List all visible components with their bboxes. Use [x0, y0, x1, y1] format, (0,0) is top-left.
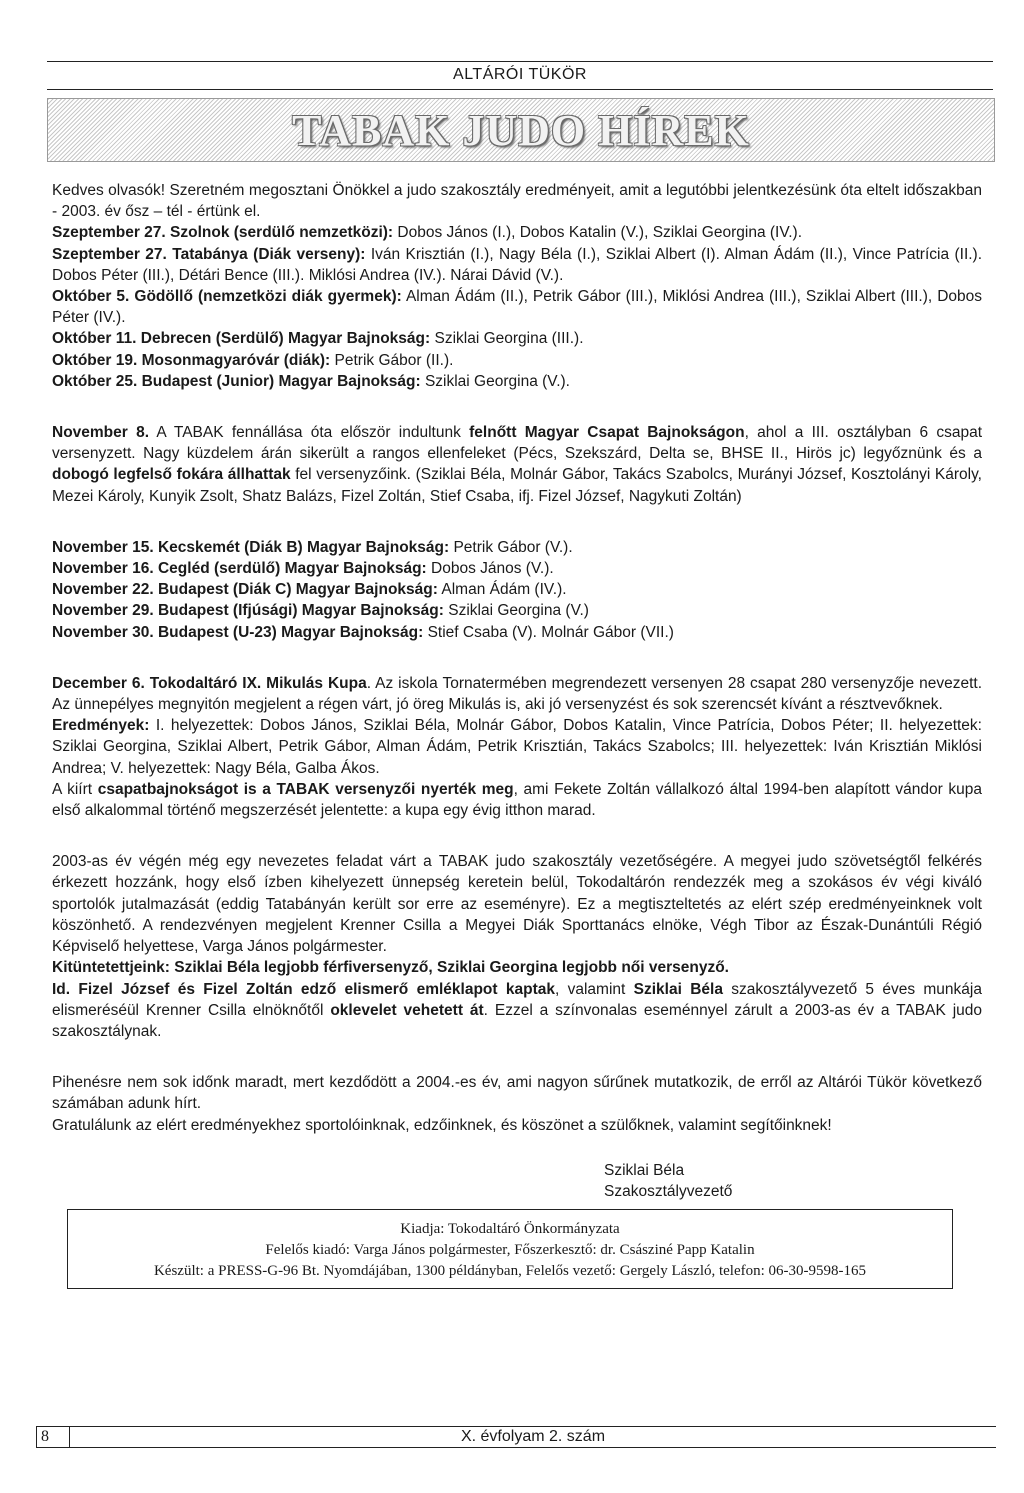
- text-run: , ami Fekete Zoltán vállalkozó által 1994-ben alapított vándor kupa első alkalommal történő megszerzését jelentette: a kupa egy évig itthon marad.: [52, 780, 983, 820]
- result-text: Iván Krisztián (I.), Nagy Béla (I.), Sziklai Albert (I). Alman Ádám (II.), Vince Patrícia (II.). Dobos Péter (III.), Détári Bence (III.). Miklósi Andrea (IV.). Nárai Dávid (V.).: [52, 245, 983, 284]
- result-date: Október 19.: [52, 351, 138, 369]
- result-line: [52, 244, 982, 286]
- result-text: Alman Ádám (II.), Petrik Gábor (III.), Miklósi Andrea (III.), Sziklai Albert (III.), Dobos Péter (IV.).: [52, 288, 982, 327]
- emphasis-run: Kitüntetettjeink: Sziklai Béla legjobb férfiversenyző, Sziklai Georgina legjobb női versenyző.: [52, 959, 729, 977]
- result-line: [52, 579, 982, 600]
- result-text: Dobos János (V.).: [431, 560, 554, 578]
- result-line: [52, 286, 982, 328]
- result-line: [52, 622, 982, 643]
- result-event: Szolnok (serdülő nemzetközi):: [170, 224, 394, 242]
- publication-header: ALTÁRÓI TÜKÖR: [47, 61, 993, 90]
- result-text: Alman Ádám (IV.).: [441, 581, 567, 599]
- banner-title: TABAK JUDO HÍREK: [292, 105, 750, 155]
- closing-paragraph: Pihenésre nem sok időnk maradt, mert kezdődött a 2004.-es év, ami nagyon sűrűnek mutatkozik, de erről az Altárói Tükör következő számában adunk hírt.: [52, 1074, 982, 1113]
- text-run: A TABAK fennállása óta először indultunk: [156, 424, 461, 442]
- result-line: [52, 350, 982, 371]
- result-event: Cegléd (serdülő) Magyar Bajnokság:: [157, 560, 427, 578]
- result-date: November 15.: [52, 538, 154, 556]
- result-date: November 30.: [52, 623, 154, 641]
- result-date: Október 5.: [52, 288, 130, 306]
- result-date: November 16.: [52, 560, 154, 578]
- emphasis-run: Eredmények:: [52, 717, 150, 735]
- text-run: , ahol a III. osztályban 6 csapat versenyzett. Nagy küzdelem árán sikerült a rangos ellenfeleket (Pécs, Szekszárd, Delta se, BHSE II., Hirös jc) legyőznünk és a: [52, 424, 983, 463]
- text-run: , valamint: [554, 980, 626, 998]
- result-text: Sziklai Georgina (V.): [448, 602, 589, 620]
- text-run: . Ezzel a színvonalas eseménnyel zárult a 2003-as év a TABAK judo szakosztálynak.: [52, 1001, 982, 1040]
- text-run: I. helyezettek: Dobos János, Sziklai Béla, Molnár Gábor, Dobos Katalin, Vince Patrícia, Dobos Péter; II. helyezettek: Sziklai Georgina, Sziklai Albert, Petrik Gábor, Alman Ádám, Petrik Krisztián, Takács Szabolcs; III. helyezettek: Iván Krisztián Miklósi Andrea; V. helyezettek: Nagy Béla, Galba Ákos.: [52, 717, 982, 777]
- result-text: Dobos János (I.), Dobos Katalin (V.), Sziklai Georgina (IV.).: [397, 224, 803, 242]
- result-event: Gödöllő (nemzetközi diák gyermek):: [134, 288, 402, 306]
- result-date: Szeptember 27.: [52, 245, 167, 263]
- result-text: Petrik Gábor (II.).: [334, 351, 454, 369]
- emphasis-run: December 6. Tokodaltáró IX. Mikulás Kupa: [52, 674, 367, 692]
- emphasis-run: felnőtt Magyar Csapat Bajnokságon: [469, 424, 745, 442]
- text-run: A kiírt: [52, 780, 93, 798]
- awards-line: [52, 957, 982, 978]
- result-date: Szeptember 27.: [52, 224, 166, 242]
- result-text: Stief Csaba (V). Molnár Gábor (VII.): [427, 623, 674, 641]
- article-body: [52, 180, 982, 1202]
- result-date: November 8.: [52, 424, 149, 442]
- page-number: 8: [36, 1426, 70, 1448]
- emphasis-run: Sziklai Béla: [633, 980, 723, 998]
- imprint-box: [67, 1209, 953, 1289]
- emphasis-run: csapatbajnokságot is a TABAK versenyzői nyerték meg: [97, 780, 514, 798]
- result-text: Sziklai Georgina (III.).: [434, 330, 584, 348]
- intro-paragraph: Kedves olvasók! Szeretném megosztani Önökkel a judo szakosztály eredményeit, amit a legutóbbi jelentkezésünk óta eltelt időszakban - 2003. év ősz – tél - értünk el.: [52, 182, 982, 221]
- emphasis-run: oklevelet vehetett át: [330, 1001, 484, 1019]
- result-line: [52, 600, 982, 621]
- yearend-paragraph: 2003-as év végén még egy nevezetes feladat várt a TABAK judo szakosztály vezetőségére. A megyei judo szövetségtől felkérés érkezett hozzánk, hogy első ízben kihelyezett ünnepség keretein belül, Tokodaltárón rendezzék meg a szokásos év végi kiváló sportolók jutalmazását (eddig Tatabányán került sor erre az eseményre). Ez a megtiszteltetés az elért szép eredményeinknek volt köszönhető. A rendezvényen megjelent Krenner Csilla a Megyei Diák Sporttanács elnöke, Végh Tibor az Észak-Dunántúli Régió Képviselő helyettese, Varga János polgármester.: [52, 853, 982, 956]
- issue-label: X. évfolyam 2. szám: [460, 1428, 606, 1445]
- result-event: Budapest (Junior) Magyar Bajnokság:: [141, 372, 421, 390]
- imprint-editors: Felelős kiadó: Varga János polgármester, Főszerkesztő: dr. Császiné Papp Katalin: [265, 1242, 755, 1258]
- result-event: Debrecen (Serdülő) Magyar Bajnokság:: [140, 330, 431, 348]
- signature-role: Szakosztályvezető: [604, 1182, 733, 1200]
- result-date: Október 11.: [52, 330, 137, 348]
- emphasis-run: Id. Fizel József és Fizel Zoltán edző elismerő emléklapot kaptak: [52, 980, 555, 998]
- result-event: Tatabánya (Diák verseny):: [172, 245, 366, 263]
- footer-rule-bottom: [36, 1447, 996, 1448]
- signature-name: Sziklai Béla: [604, 1161, 685, 1179]
- result-date: Október 25.: [52, 372, 138, 390]
- congrats-line: Gratulálunk az elért eredményekhez sportolóinknak, edzőinknek, és köszönet a szülőknek, valamint segítőinknek!: [52, 1116, 832, 1134]
- honors-paragraph: [52, 979, 982, 1043]
- signature-block: [604, 1160, 982, 1202]
- december-paragraph: [52, 673, 982, 715]
- november-8-paragraph: [52, 422, 982, 507]
- result-event: Budapest (Ifjúsági) Magyar Bajnokság:: [157, 602, 444, 620]
- imprint-printer: Készült: a PRESS-G-96 Bt. Nyomdájában, 1300 példányban, Felelős vezető: Gergely László, telefon: 06-30-9598-165: [153, 1263, 867, 1279]
- result-event: Budapest (Diák C) Magyar Bajnokság:: [157, 581, 438, 599]
- result-event: Kecskemét (Diák B) Magyar Bajnokság:: [157, 538, 450, 556]
- result-text: Sziklai Georgina (V.).: [424, 372, 570, 390]
- result-line: [52, 558, 982, 579]
- result-line: [52, 537, 982, 558]
- emphasis-run: dobogó legfelső fokára állhattak: [52, 466, 291, 484]
- result-date: November 22.: [52, 581, 154, 599]
- december-results: [52, 715, 982, 779]
- result-line: [52, 371, 982, 392]
- imprint-publisher: Kiadja: Tokodaltáró Önkormányzata: [400, 1221, 620, 1237]
- december-cup: [52, 779, 982, 821]
- text-run: szakosztályvezető 5 éves munkája elismeréséül Krenner Csilla elnöknőtől: [52, 980, 982, 1019]
- result-event: Mosonmagyaróvár (diák):: [141, 351, 331, 369]
- result-event: Budapest (U-23) Magyar Bajnokság:: [157, 623, 424, 641]
- result-text: Petrik Gábor (V.).: [453, 538, 573, 556]
- text-run: fel versenyzőink. (Sziklai Béla, Molnár Gábor, Takács Szabolcs, Murányi József, Kosztolányi Károly, Mezei Károly, Kunyik Zsolt, Shatz Balázs, Fizel Zoltán, Stief Csaba, ifj. Fizel József, Nagykuti Zoltán): [52, 466, 982, 505]
- november-results: [52, 537, 982, 643]
- text-run: . Az iskola Tornatermében megrendezett versenyen 28 csapat 280 versenyzője nevezett. Az ünnepélyes megnyitón megjelent a régen várt, jó öreg Mikulás is, aki jó versenyzést és sok szerencsét kívánt a résztvevőknek.: [52, 674, 983, 714]
- result-line: [52, 222, 982, 243]
- section-banner: [47, 98, 995, 162]
- result-date: November 29.: [52, 602, 154, 620]
- result-line: [52, 328, 982, 349]
- autumn-results: [52, 222, 982, 392]
